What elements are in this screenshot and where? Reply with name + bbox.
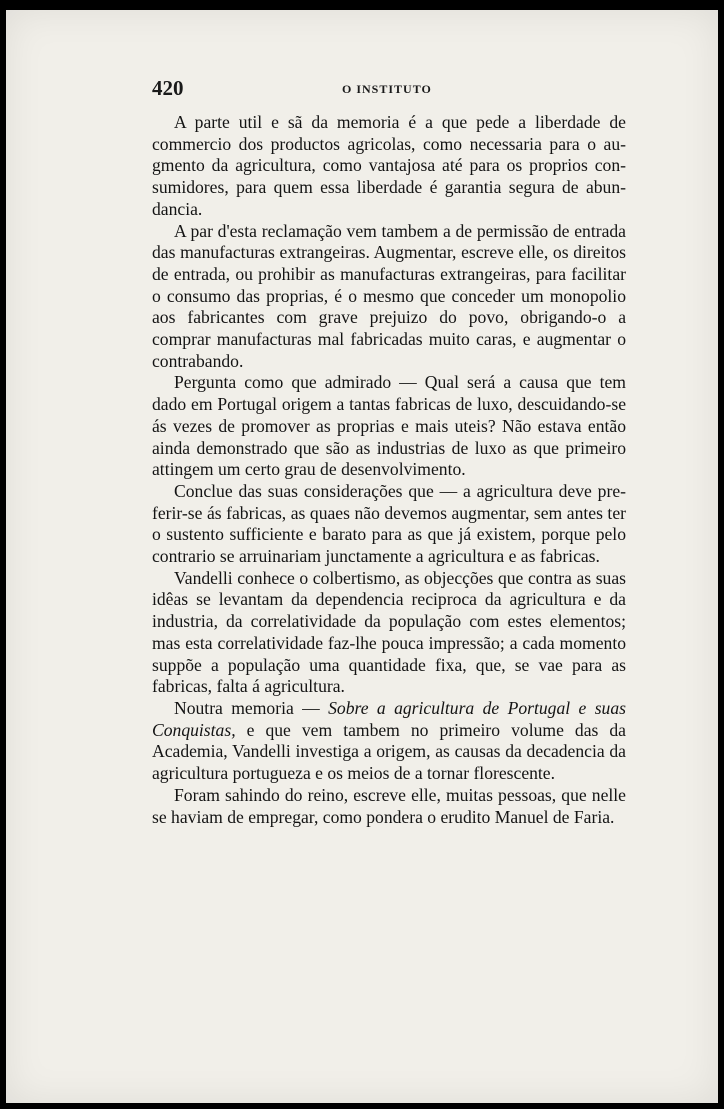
paragraph: Conclue das suas considerações que — a agricultura deve preferir-se ás fabricas, as quaes não devemos augmentar, sem antes ter o sustento sufficiente e barato para as que já existem, porque pelo contrario se arruinariam junctamente a agricultura e as fabricas.	[152, 480, 626, 567]
italic-title: Sobre a agricultura de Portugal e suas Conquistas,	[152, 697, 626, 740]
paragraph: A par d'esta reclamação vem tambem a de permissão de entrada das manufacturas extrangeiras. Augmentar, escreve elle, os direitos de entrada, ou prohibir as manufacturas extrangeiras, para facilitar o consumo das proprias, é o mesmo que conceder um monopolio aos fabricantes com grave prejuizo do povo, obrigando-o a comprar manufacturas mal fabricadas muito caras, e augmentar o contrabando.	[152, 220, 626, 371]
paragraph: A parte util e sã da memoria é a que pede a liberdade de commercio dos productos agricolas, como necessaria para o augmento da agricultura, como vantajosa até para os proprios consumidores, para quem essa liberdade é garantia segura de abundancia.	[152, 112, 626, 219]
paragraph: Foram sahindo do reino, escreve elle, muitas pessoas, que nelle se haviam de empregar, como pondera o erudito Manuel de Faria.	[152, 784, 626, 827]
paragraph: Vandelli conhece o colbertismo, as objecções que contra as suas idêas se levantam da dependencia reciproca da agricultura e da industria, da correlatividade da população com estes elementos; mas esta correlatividade faz-lhe pouca impressão; a cada momento suppõe a população uma quantidade fixa, que, se vae para as fabricas, falta á agricultura.	[152, 567, 626, 697]
paragraph: Pergunta como que admirado — Qual será a causa que tem dado em Portugal origem a tantas fabricas de luxo, descuidando-se ás vezes de promover as proprias e mais uteis? Não estava então ainda demonstrado que são as industrias de luxo as que primeiro attingem um certo grau de desenvolvimento.	[152, 372, 626, 480]
running-head: O INSTITUTO	[342, 82, 432, 96]
paragraph	[152, 698, 626, 785]
page-number: 420	[152, 76, 184, 100]
paragraph-text: Noutra memoria —	[174, 697, 329, 718]
paragraph-text: e que vem tambem no primeiro volume das da Academia, Vandelli investiga a origem, as causas da decadencia da agricultura portugueza e os meios de a tornar florescente.	[152, 719, 626, 784]
body-text	[152, 112, 626, 828]
page-header	[152, 76, 626, 98]
